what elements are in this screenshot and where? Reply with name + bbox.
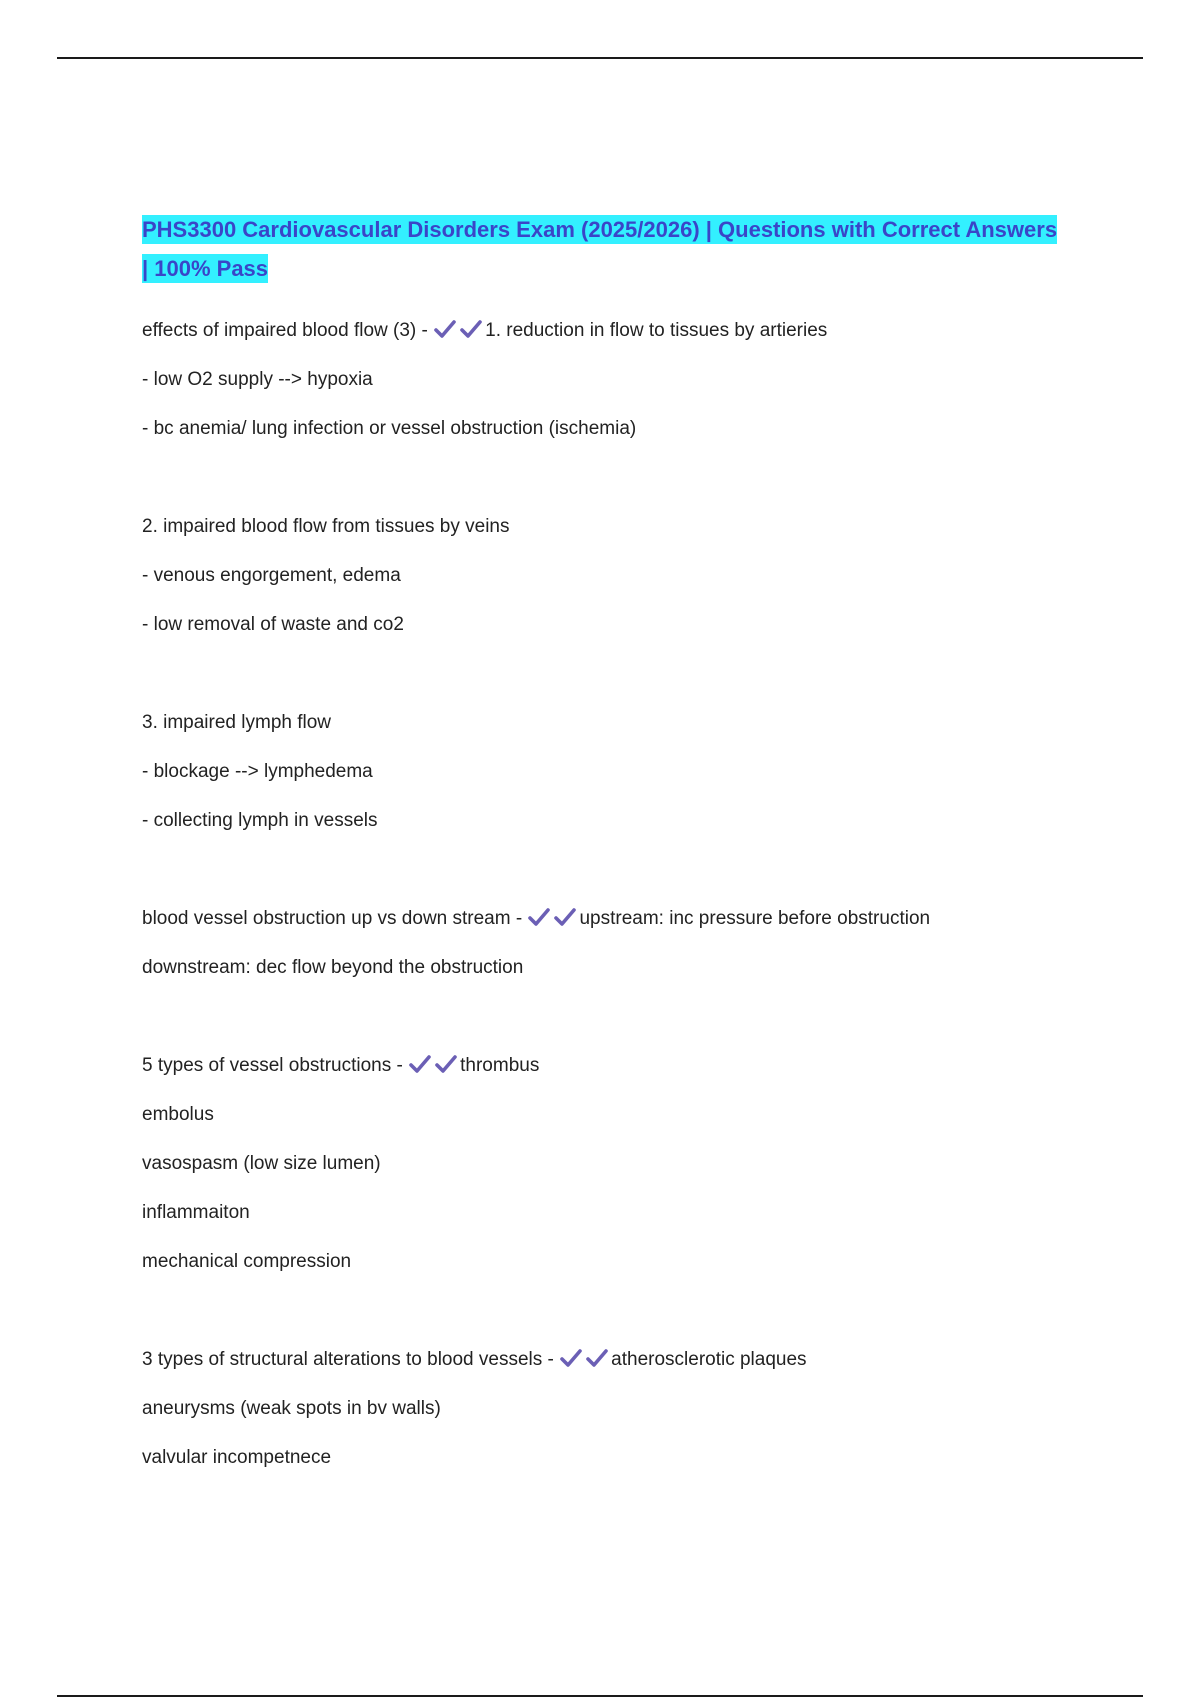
answer-text: 1. reduction in flow to tissues by artieries [485, 320, 828, 341]
question-line [142, 894, 1062, 943]
question-line [142, 306, 1062, 355]
check-icon [433, 318, 459, 340]
answer-text: thrombus [460, 1055, 540, 1076]
answer-text: upstream: inc pressure before obstruction [579, 908, 931, 929]
footer-rule [57, 1695, 1143, 1697]
qa-card [142, 1335, 1062, 1482]
answer-line: inflammaiton [142, 1202, 250, 1223]
answer-line: aneurysms (weak spots in bv walls) [142, 1398, 441, 1419]
question-line [142, 1041, 1062, 1090]
answer-line: - venous engorgement, edema [142, 565, 401, 586]
qa-card [142, 1041, 1062, 1286]
answer-line: - collecting lymph in vessels [142, 810, 378, 831]
header-rule [57, 57, 1143, 59]
check-icon [585, 1347, 611, 1369]
blank-line [142, 453, 1062, 502]
blank-line [142, 649, 1062, 698]
title-highlight: PHS3300 Cardiovascular Disorders Exam (2025/2026) | Questions with Correct Answers | 100% Pass [142, 217, 1058, 281]
answer-line: mechanical compression [142, 1251, 352, 1272]
blank-line [142, 992, 1062, 1041]
question-line [142, 1335, 1062, 1384]
answer-line: 2. impaired blood flow from tissues by veins [142, 516, 510, 537]
answer-line: - low removal of waste and co2 [142, 614, 404, 635]
blank-line [142, 1286, 1062, 1335]
answer-line: vasospasm (low size lumen) [142, 1153, 381, 1174]
answer-line: - bc anemia/ lung infection or vessel obstruction (ischemia) [142, 418, 637, 439]
qa-cards [142, 306, 1062, 1482]
answer-line: downstream: dec flow beyond the obstruction [142, 957, 524, 978]
blank-line [142, 845, 1062, 894]
document-title [142, 210, 1062, 288]
question-text: effects of impaired blood flow (3) - [142, 320, 434, 341]
check-icon [434, 1053, 460, 1075]
answer-line: embolus [142, 1104, 214, 1125]
qa-card [142, 894, 1062, 992]
check-icon [553, 906, 579, 928]
check-icon [408, 1053, 434, 1075]
answer-line: - blockage --> lymphedema [142, 761, 373, 782]
check-icon [559, 1347, 585, 1369]
question-text: blood vessel obstruction up vs down stream - [142, 908, 528, 929]
check-icon [459, 318, 485, 340]
question-text: 5 types of vessel obstructions - [142, 1055, 409, 1076]
qa-card [142, 306, 1062, 845]
answer-line: 3. impaired lymph flow [142, 712, 332, 733]
question-text: 3 types of structural alterations to blood vessels - [142, 1349, 560, 1370]
document-body [142, 210, 1062, 1482]
answer-text: atherosclerotic plaques [611, 1349, 807, 1370]
answer-line: - low O2 supply --> hypoxia [142, 369, 373, 390]
answer-line: valvular incompetnece [142, 1447, 332, 1468]
check-icon [527, 906, 553, 928]
